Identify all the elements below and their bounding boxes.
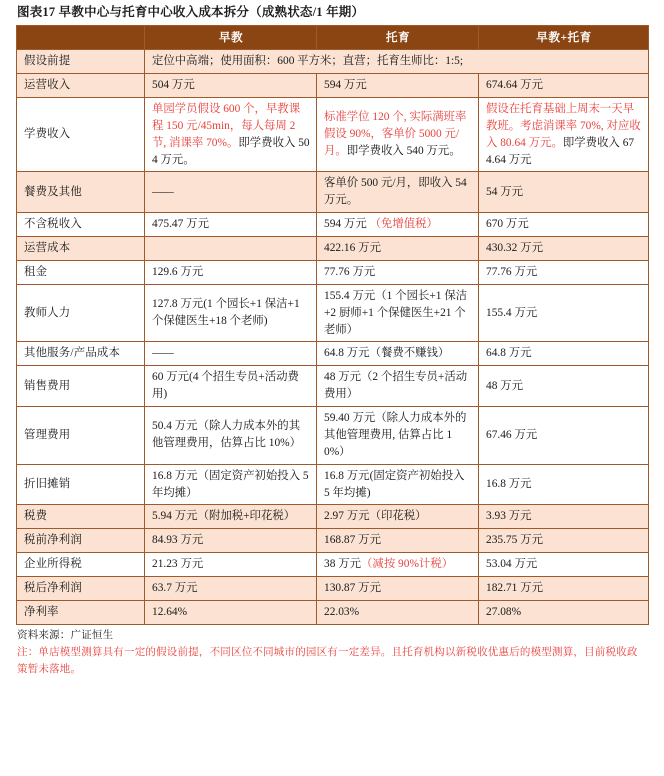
table-row: [17, 342, 649, 366]
row-value-3: 182.71 万元: [479, 577, 649, 601]
table-row: [17, 464, 649, 505]
income-cost-breakdown-table: [16, 25, 649, 625]
footnote: 注：单店模型测算具有一定的假设前提，不同区位不同城市的园区有一定差异。且托育机构以新税收优惠后的模型测算，目前税收政策暂未落地。: [17, 647, 638, 675]
row-value-3: 235.75 万元: [479, 529, 649, 553]
row-label: 企业所得税: [17, 553, 145, 577]
row-value-1: 63.7 万元: [145, 577, 317, 601]
row-label: 餐费及其他: [17, 172, 145, 213]
row-value-1: 60 万元(4 个招生专员+活动费用): [145, 366, 317, 407]
row-value-3: 155.4 万元: [479, 284, 649, 342]
row-value-1: 12.64%: [145, 600, 317, 624]
table-row: [17, 284, 649, 342]
table-row: [17, 366, 649, 407]
column-header-1: 早教: [145, 26, 317, 50]
highlighted-text: 标准学位 120 个, 实际满班率假设 90%，客单价 5000 元/月。: [324, 111, 467, 158]
row-label: 税前净利润: [17, 529, 145, 553]
row-value-merged: 定位中高端；使用面积：600 平方米；直营；托育生师比：1:5;: [145, 50, 649, 74]
value-text: 即学费收入 674.64 万元: [486, 136, 635, 166]
table-row: [17, 553, 649, 577]
row-value-3: 54 万元: [479, 172, 649, 213]
row-value-1: [145, 237, 317, 261]
row-value-3: 3.93 万元: [479, 505, 649, 529]
row-label: 其他服务/产品成本: [17, 342, 145, 366]
highlighted-text: （减按 90%计税）: [361, 558, 454, 571]
row-value-1: [145, 172, 317, 213]
row-value-3: 430.32 万元: [479, 237, 649, 261]
row-label: 假设前提: [17, 50, 145, 74]
row-value-2: 22.03%: [317, 600, 479, 624]
row-value-1: [145, 342, 317, 366]
table-corner-cell: [17, 26, 145, 50]
row-label: 运营成本: [17, 237, 145, 261]
row-value-2: 168.87 万元: [317, 529, 479, 553]
row-value-1: [145, 213, 317, 237]
table-row: [17, 407, 649, 465]
row-label: 租金: [17, 260, 145, 284]
table-row: [17, 172, 649, 213]
row-value-3: 77.76 万元: [479, 260, 649, 284]
column-header-3: 早教+托育: [479, 26, 649, 50]
value-text: 670 万元: [486, 218, 529, 231]
highlighted-text: 单园学员假设 600 个，早教课程 150 元/45min，每人每周 2 节, 消课率 70%。: [152, 102, 301, 149]
row-value-1: 127.8 万元(1 个园长+1 保洁+1 个保健医生+18 个老师): [145, 284, 317, 342]
value-text: 21.23 万元: [152, 558, 204, 571]
value-text: 53.04 万元: [486, 558, 538, 571]
row-label: 不含税收入: [17, 213, 145, 237]
row-value-1: 50.4 万元（除人力成本外的其他管理费用，估算占比 10%）: [145, 407, 317, 465]
row-label: 净利率: [17, 600, 145, 624]
row-label: 学费收入: [17, 97, 145, 172]
row-value-1: 16.8 万元（固定资产初始投入 5 年均摊）: [145, 464, 317, 505]
row-value-2: 155.4 万元（1 个园长+1 保洁+2 厨师+1 个保健医生+21 个老师）: [317, 284, 479, 342]
row-label: 管理费用: [17, 407, 145, 465]
row-value-3: [479, 553, 649, 577]
table-header: [17, 26, 649, 50]
row-value-2: 2.97 万元（印花税）: [317, 505, 479, 529]
row-value-1: 129.6 万元: [145, 260, 317, 284]
row-value-2: 16.8 万元(固定资产初始投入 5 年均摊): [317, 464, 479, 505]
highlighted-text: （免增值税）: [369, 218, 438, 231]
row-value-3: 16.8 万元: [479, 464, 649, 505]
row-value-2: 64.8 万元（餐费不赚钱）: [317, 342, 479, 366]
source-line: 资料来源：广证恒生: [17, 629, 114, 641]
row-value-2: [317, 213, 479, 237]
row-value-2: [317, 553, 479, 577]
row-value-1: 504 万元: [145, 74, 317, 98]
page-title: 图表17 早教中心与托育中心收入成本拆分（成熟状态/1 年期）: [17, 5, 365, 19]
row-value-2: 77.76 万元: [317, 260, 479, 284]
table-row: [17, 237, 649, 261]
table-row: [17, 74, 649, 98]
row-value-2: 48 万元（2 个招生专员+活动费用）: [317, 366, 479, 407]
row-value-1: [145, 97, 317, 172]
value-text: 38 万元: [324, 558, 362, 571]
table-row: [17, 600, 649, 624]
row-value-2: 59.40 万元（除人力成本外的其他管理费用, 估算占比 10%）: [317, 407, 479, 465]
row-value-1: [145, 553, 317, 577]
row-label: 教师人力: [17, 284, 145, 342]
value-text: 594 万元: [324, 218, 370, 231]
value-text: 即学费收入 504 万元。: [152, 136, 310, 166]
row-value-2: 130.87 万元: [317, 577, 479, 601]
row-value-3: [479, 97, 649, 172]
empty-dash: ——: [152, 185, 173, 198]
row-label: 税后净利润: [17, 577, 145, 601]
table-row: [17, 97, 649, 172]
table-row: [17, 529, 649, 553]
value-text: 475.47 万元: [152, 218, 209, 231]
table-row: [17, 505, 649, 529]
table-row: [17, 577, 649, 601]
row-value-3: 27.08%: [479, 600, 649, 624]
table-row: [17, 213, 649, 237]
highlighted-text: 假设在托育基础上周末一天早教班。考虑消课率 70%, 对应收入 80.64 万元。: [486, 102, 641, 149]
row-value-2: [317, 97, 479, 172]
value-text: 即学费收入 540 万元。: [346, 145, 461, 158]
row-value-3: 64.8 万元: [479, 342, 649, 366]
column-header-2: 托育: [317, 26, 479, 50]
row-value-3: 674.64 万元: [479, 74, 649, 98]
row-value-2: 客单价 500 元/月，即收入 54 万元。: [317, 172, 479, 213]
row-label: 税费: [17, 505, 145, 529]
table-row: [17, 50, 649, 74]
row-value-1: 84.93 万元: [145, 529, 317, 553]
row-value-3: 67.46 万元: [479, 407, 649, 465]
table-body: [17, 50, 649, 625]
row-label: 折旧摊销: [17, 464, 145, 505]
row-value-3: [479, 213, 649, 237]
row-label: 销售费用: [17, 366, 145, 407]
row-value-2: 422.16 万元: [317, 237, 479, 261]
row-value-2: 594 万元: [317, 74, 479, 98]
row-value-3: 48 万元: [479, 366, 649, 407]
empty-dash: ——: [152, 347, 173, 360]
table-header-row: [17, 26, 649, 50]
table-row: [17, 260, 649, 284]
row-label: 运营收入: [17, 74, 145, 98]
row-value-1: 5.94 万元（附加税+印花税）: [145, 505, 317, 529]
